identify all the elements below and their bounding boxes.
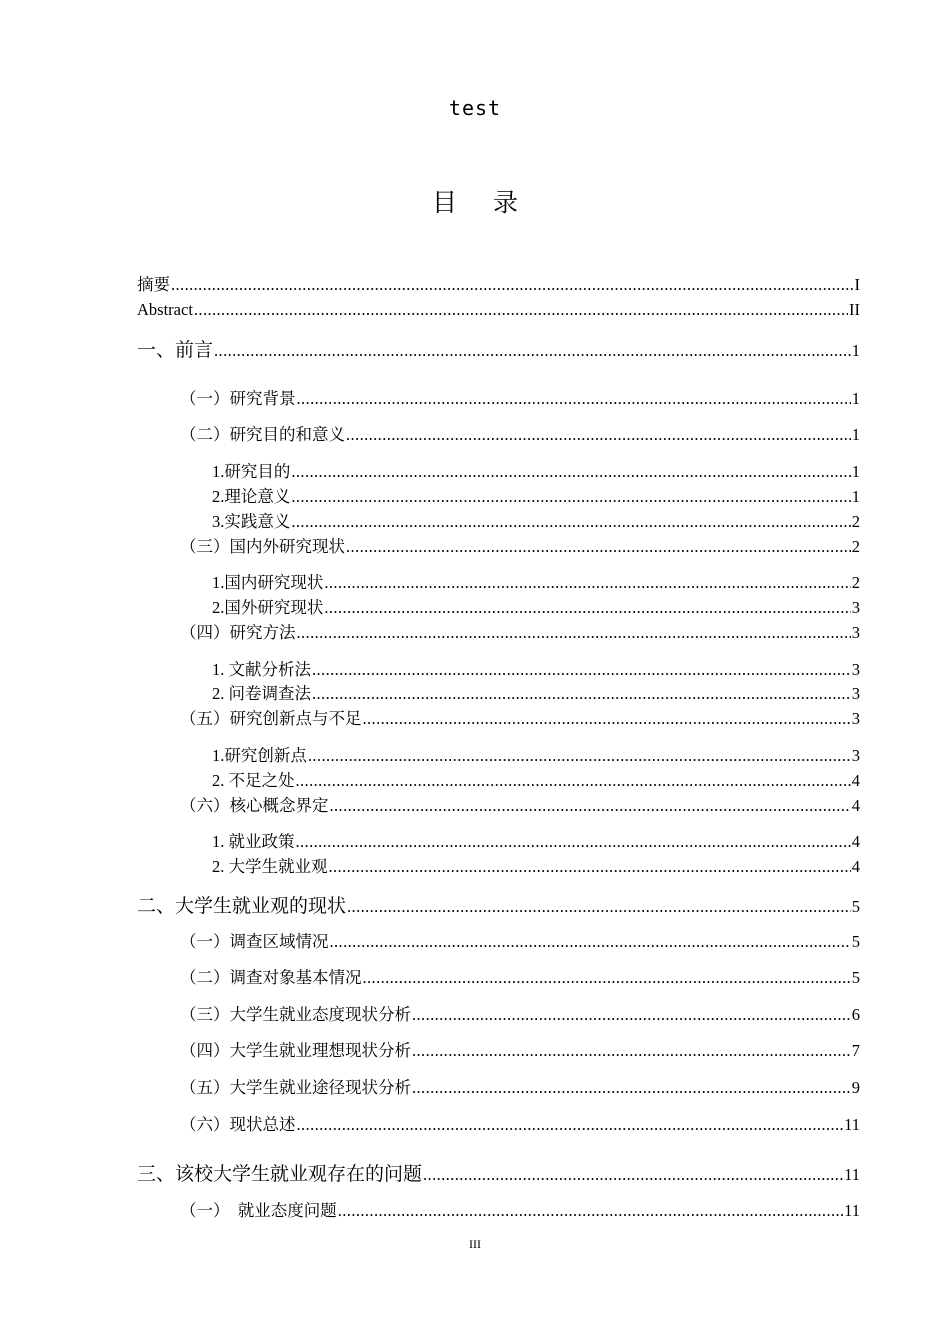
toc-subsection-entry[interactable] [212,460,860,484]
dot-leader [363,707,851,731]
toc-subsection-entry[interactable] [212,769,860,793]
dot-leader [291,485,850,509]
dot-leader [412,1076,851,1100]
toc-entry-label: 1.国内研究现状 [212,573,324,592]
toc-section-entry[interactable] [180,1199,860,1223]
dot-leader [423,1163,843,1187]
toc-entry-page: 6 [851,1005,860,1024]
toc-section-entry[interactable] [180,535,860,559]
dot-leader [329,855,851,879]
toc-section-entry[interactable] [180,707,860,731]
dot-leader [171,273,854,297]
toc-entry-page: 4 [851,857,860,876]
toc-entry-page: 11 [844,1165,860,1184]
toc-section-entry[interactable] [180,794,860,818]
dot-leader [324,596,850,620]
dot-leader [338,1199,843,1223]
toc-section-entry[interactable] [180,423,860,447]
toc-subsection-entry[interactable] [212,830,860,854]
toc-entry-label: 二、大学生就业观的现状 [137,895,347,917]
toc-entry-label: 2. 问卷调查法 [212,684,311,703]
toc-entry-page: 5 [851,968,860,987]
toc-entry-page: 1 [851,487,860,506]
toc-entry-label: 摘要 [137,275,170,294]
toc-entry-label: 1.研究创新点 [212,746,307,765]
toc-subsection-entry[interactable] [212,596,860,620]
toc-entry-page: 3 [851,623,860,642]
toc-section-entry[interactable] [180,930,860,954]
dot-leader [291,460,850,484]
toc-entry-page: 11 [844,1201,860,1220]
toc-entry-page: 1 [851,389,860,408]
toc-entry-label: 2.理论意义 [212,487,291,506]
dot-leader [412,1003,851,1027]
toc-chapter-entry[interactable] [137,1162,860,1186]
toc-entry-label: （四）大学生就业理想现状分析 [180,1041,411,1060]
toc-entry-label: 1. 就业政策 [212,832,295,851]
toc-entry-label: 一、前言 [137,339,214,361]
toc-entry-label: 2. 大学生就业观 [212,857,328,876]
toc-entry-label: 2.国外研究现状 [212,598,324,617]
page-number: III [469,1237,481,1251]
dot-leader [297,387,851,411]
toc-entry-label: （一）调查区域情况 [180,932,329,951]
toc-entry-page: 5 [851,932,860,951]
toc-entry-label: Abstract [137,300,193,319]
toc-subsection-entry[interactable] [212,744,860,768]
page-header: test [448,96,502,120]
toc-entry-page: 4 [851,771,860,790]
toc-entry-page: 7 [851,1041,860,1060]
dot-leader [312,658,851,682]
toc-entry-label: （五）大学生就业途径现状分析 [180,1078,411,1097]
toc-entry-label: 三、该校大学生就业观存在的问题 [137,1163,423,1185]
toc-section-entry[interactable] [180,621,860,645]
toc-entry-page: 11 [844,1115,860,1134]
toc-entry-label: （六）核心概念界定 [180,796,329,815]
toc-entry-page: 2 [851,573,860,592]
toc-entry-page: 3 [851,598,860,617]
toc-entry-label: （一）研究背景 [180,389,296,408]
dot-leader [312,682,851,706]
toc-entry-label: （五）研究创新点与不足 [180,709,362,728]
toc-entry-label: 1.研究目的 [212,462,291,481]
toc-entry-page: 3 [851,660,860,679]
toc-entry-label: （一） 就业态度问题 [180,1201,337,1220]
dot-leader [308,744,851,768]
toc-subsection-entry[interactable] [212,485,860,509]
toc-subsection-entry[interactable] [212,682,860,706]
dot-leader [330,930,851,954]
toc-section-entry[interactable] [180,1039,860,1063]
toc-entry-page: I [854,275,860,294]
toc-entry-page: 1 [851,462,860,481]
dot-leader [194,298,848,322]
toc-entry[interactable] [137,298,860,322]
dot-leader [363,966,851,990]
toc-section-entry[interactable] [180,1113,860,1137]
toc-entry-label: （二）研究目的和意义 [180,425,345,444]
toc-subsection-entry[interactable] [212,571,860,595]
toc-entry-page: 3 [851,746,860,765]
toc-entry-label: （六）现状总述 [180,1115,296,1134]
dot-leader [330,794,851,818]
toc-title: 目 录 [432,188,532,217]
toc-entry-page: 4 [851,796,860,815]
toc-section-entry[interactable] [180,387,860,411]
toc-entry-page: 5 [851,897,860,916]
dot-leader [297,1113,844,1137]
dot-leader [346,535,851,559]
toc-section-entry[interactable] [180,1076,860,1100]
dot-leader [346,423,851,447]
dot-leader [296,769,851,793]
toc-entry-label: （三）大学生就业态度现状分析 [180,1005,411,1024]
toc-subsection-entry[interactable] [212,510,860,534]
dot-leader [412,1039,851,1063]
toc-entry-label: （二）调查对象基本情况 [180,968,362,987]
toc-entry-page: 9 [851,1078,860,1097]
toc-section-entry[interactable] [180,1003,860,1027]
toc-entry-page: 1 [851,341,860,360]
toc-entry-label: （四）研究方法 [180,623,296,642]
toc-entry-page: II [849,300,860,319]
toc-entry-label: （三）国内外研究现状 [180,537,345,556]
dot-leader [296,830,851,854]
toc-entry-page: 1 [851,425,860,444]
toc-entry-page: 4 [851,832,860,851]
dot-leader [347,895,851,919]
toc-section-entry[interactable] [180,966,860,990]
toc-subsection-entry[interactable] [212,658,860,682]
dot-leader [214,339,851,363]
toc-entry-label: 3.实践意义 [212,512,291,531]
toc-entry-label: 1. 文献分析法 [212,660,311,679]
toc-entry-page: 2 [851,537,860,556]
toc-chapter-entry[interactable] [137,894,860,918]
toc-subsection-entry[interactable] [212,855,860,879]
dot-leader [291,510,850,534]
dot-leader [297,621,851,645]
toc-entry-label: 2. 不足之处 [212,771,295,790]
toc-chapter-entry[interactable] [137,338,860,362]
toc-entry-page: 3 [851,684,860,703]
toc-entry-page: 2 [851,512,860,531]
dot-leader [324,571,850,595]
toc-entry-page: 3 [851,709,860,728]
toc-entry[interactable] [137,273,860,297]
